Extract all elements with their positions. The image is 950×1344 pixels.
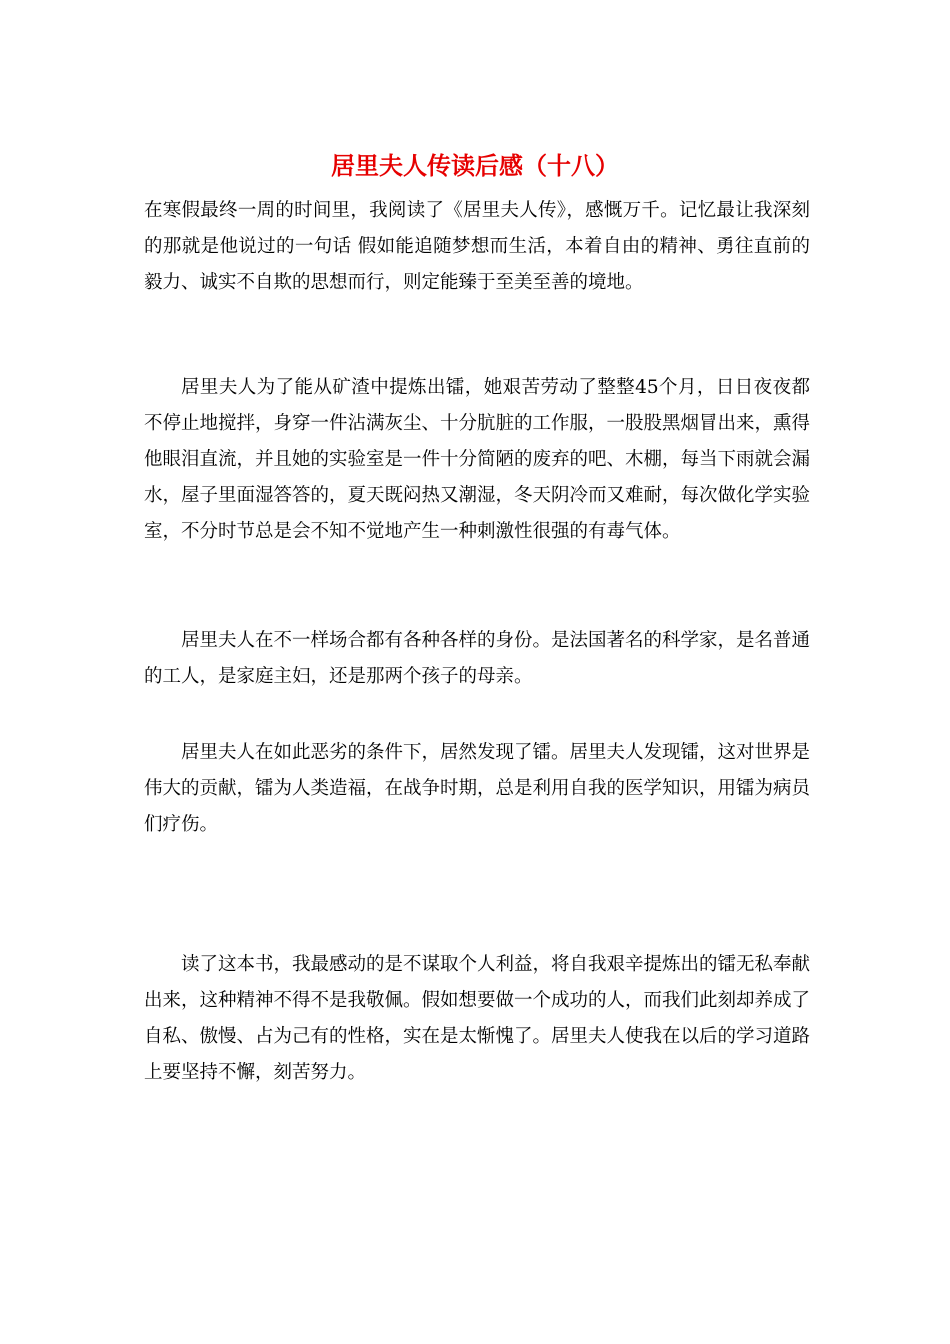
paragraph-radium-labor: 居里夫人为了能从矿渣中提炼出镭，她艰苦劳动了整整45个月，日日夜夜都不停止地搅拌，身穿一件沾满灰尘、十分肮脏的工作服，一股股黑烟冒出来，熏得他眼泪直流，并且她的实验室是一件十分简陋的废弃的吧、木棚，每当下雨就会漏水，屋子里面湿答答的，夏天既闷热又潮湿，冬天阴冷而又难耐，每次做化学实验室，不分时节总是会不知不觉地产生一种刺激性很强的有毒气体。 bbox=[144, 377, 811, 542]
paragraph-identities: 居里夫人在不一样场合都有各种各样的身份。是法国著名的科学家，是名普通的工人，是家庭主妇，还是那两个孩子的母亲。 bbox=[144, 630, 811, 687]
paragraph-intro: 在寒假最终一周的时间里，我阅读了《居里夫人传》，感慨万千。记忆最让我深刻的那就是他说过的一句话 假如能追随梦想而生活，本着自由的精神、勇往直前的毅力、诚实不自欺的思想而行，则定能臻于至美至善的境地。 bbox=[144, 200, 810, 293]
paragraph-discovery: 居里夫人在如此恶劣的条件下，居然发现了镭。居里夫人发现镭，这对世界是伟大的贡献，镭为人类造福，在战争时期，总是利用自我的医学知识，用镭为病员们疗伤。 bbox=[144, 742, 811, 835]
paragraph-reflection: 读了这本书，我最感动的是不谋取个人利益，将自我艰辛提炼出的镭无私奉献出来，这种精神不得不是我敬佩。假如想要做一个成功的人，而我们此刻却养成了自私、傲慢、占为己有的性格，实在是太惭愧了。居里夫人使我在以后的学习道路上要坚持不懈，刻苦努力。 bbox=[144, 954, 811, 1083]
document-title: 居里夫人传读后感（十八） bbox=[331, 151, 619, 180]
